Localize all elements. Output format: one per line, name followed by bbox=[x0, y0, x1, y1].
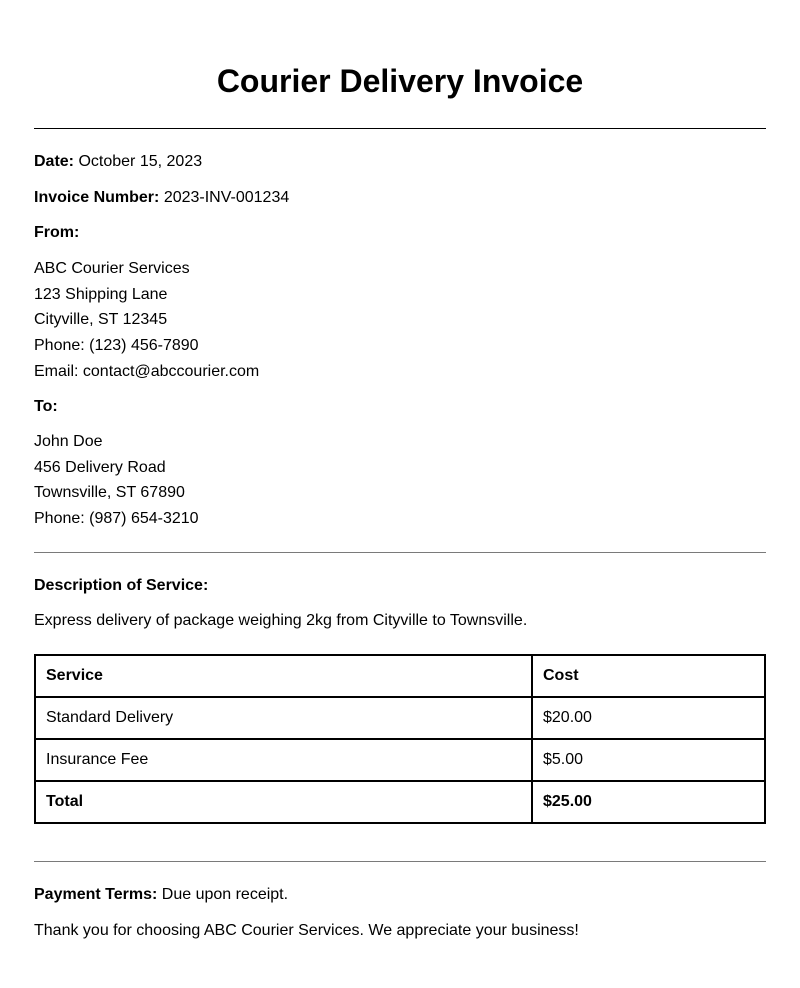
cost-cell: $5.00 bbox=[532, 739, 765, 781]
description-text: Express delivery of package weighing 2kg from Cityville to Townsville. bbox=[34, 612, 528, 629]
table-row bbox=[35, 739, 765, 781]
total-label: Total bbox=[35, 781, 532, 823]
cost-cell: $20.00 bbox=[532, 697, 765, 739]
service-cell: Standard Delivery bbox=[35, 697, 532, 739]
sender-city: Cityville, ST 12345 bbox=[34, 311, 168, 329]
address-divider bbox=[34, 552, 766, 553]
date-label: Date: bbox=[34, 153, 75, 170]
thank-you-note: Thank you for choosing ABC Courier Services. We appreciate your business! bbox=[34, 922, 579, 939]
table-row bbox=[35, 697, 765, 739]
service-cell: Insurance Fee bbox=[35, 739, 532, 781]
recipient-street: 456 Delivery Road bbox=[34, 458, 166, 476]
services-table bbox=[34, 654, 766, 824]
sender-name: ABC Courier Services bbox=[34, 260, 190, 277]
page-title: Courier Delivery Invoice bbox=[216, 63, 584, 99]
to-label: To: bbox=[34, 398, 58, 415]
header-cost: Cost bbox=[532, 655, 765, 697]
table-header-row bbox=[35, 655, 765, 697]
table-divider bbox=[34, 861, 766, 862]
date-line bbox=[34, 152, 202, 172]
sender-street: 123 Shipping Lane bbox=[34, 285, 168, 303]
total-row bbox=[35, 781, 765, 823]
payment-terms-value: Due upon receipt. bbox=[161, 886, 289, 903]
recipient-phone: Phone: (987) 654-3210 bbox=[34, 510, 199, 528]
header-service: Service bbox=[35, 655, 532, 697]
sender-phone: Phone: (123) 456-7890 bbox=[34, 337, 199, 355]
recipient-address bbox=[34, 429, 199, 532]
date-value: October 15, 2023 bbox=[78, 153, 203, 170]
description-label: Description of Service: bbox=[34, 577, 209, 594]
total-cost: $25.00 bbox=[532, 781, 765, 823]
from-label: From: bbox=[34, 224, 80, 241]
invoice-number-value: 2023-INV-001234 bbox=[163, 189, 290, 206]
invoice-number-label: Invoice Number: bbox=[34, 189, 160, 206]
sender-address bbox=[34, 256, 259, 385]
recipient-city: Townsville, ST 67890 bbox=[34, 484, 185, 502]
title-divider bbox=[34, 128, 766, 129]
payment-terms-line bbox=[34, 885, 288, 905]
recipient-name: John Doe bbox=[34, 433, 103, 450]
sender-email: Email: contact@abccourier.com bbox=[34, 362, 260, 380]
payment-terms-label: Payment Terms: bbox=[34, 886, 158, 903]
invoice-number-line bbox=[34, 188, 289, 208]
